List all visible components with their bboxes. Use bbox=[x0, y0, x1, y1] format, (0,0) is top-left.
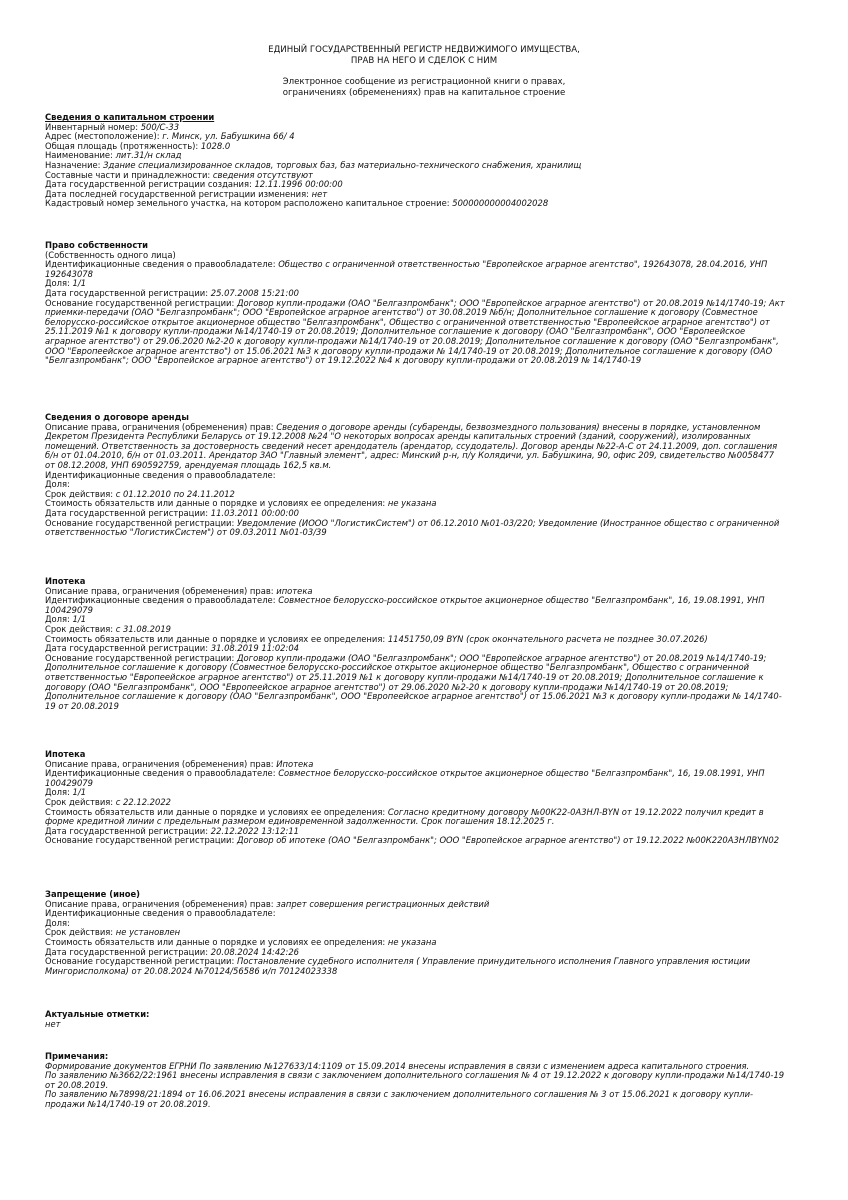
field-label: Стоимость обязательств или данные о порядке и условиях ее определения: bbox=[45, 498, 388, 509]
field-value: не указана bbox=[387, 936, 437, 947]
current-marks-value: нет bbox=[45, 1018, 61, 1029]
field-label: Срок действия: bbox=[45, 927, 116, 938]
field-list bbox=[45, 587, 785, 712]
field-label: Составные части и принадлежности: bbox=[45, 169, 213, 180]
field-value: Договор об ипотеке (ОАО "Белгазпромбанк"; ООО "Европейское аграрное агентство") от 19.12.2022 №00К220А3НЛBYN02 bbox=[237, 835, 780, 846]
field-row bbox=[45, 519, 785, 538]
field-label: Срок действия: bbox=[45, 796, 116, 807]
field-label: Описание права, ограничения (обременения) прав: bbox=[45, 898, 277, 909]
section-mortgage-2 bbox=[45, 750, 785, 846]
section-title: Ипотека bbox=[45, 576, 86, 586]
field-label: Идентификационные сведения о правообладателе: bbox=[45, 768, 279, 779]
field-value: 500/C-33 bbox=[140, 121, 180, 132]
field-label: Основание государственной регистрации: bbox=[45, 835, 237, 846]
field-value: Общество с ограниченной ответственностью "Европейское аграрное агентство", 192643078, 28.04.2016, УНП 192643078 bbox=[45, 259, 768, 279]
field-value: 31.08.2019 11:02:04 bbox=[210, 643, 299, 654]
field-list bbox=[45, 123, 785, 209]
field-row bbox=[45, 808, 785, 827]
section-title: Ипотека bbox=[45, 749, 86, 759]
field-value: Совместное белорусско-российское открытое акционерное общество "Белгазпромбанк", 16, 19.08.1991, УНП 100429079 bbox=[45, 595, 765, 615]
field-label: Доля: bbox=[45, 479, 70, 490]
field-label: Кадастровый номер земельного участка, на котором расположено капитальное строение: bbox=[45, 198, 453, 209]
field-value: 1/1 bbox=[72, 278, 87, 289]
section-prohibition bbox=[45, 890, 785, 976]
field-label: Дата государственной регистрации: bbox=[45, 825, 211, 836]
section-lease bbox=[45, 413, 785, 538]
section-title: Актуальные отметки: bbox=[45, 1009, 150, 1019]
field-label: Описание права, ограничения (обременения) прав: bbox=[45, 585, 277, 596]
document-header bbox=[0, 45, 848, 98]
field-label: Инвентарный номер: bbox=[45, 121, 141, 132]
register-title-line-2: ПРАВ НА НЕГО И СДЕЛОК С НИМ bbox=[350, 55, 498, 66]
field-value: ипотека bbox=[276, 585, 313, 596]
field-value: 11451750,09 BYN (срок окончательного расчета не позднее 30.07.2026) bbox=[387, 633, 708, 644]
field-value: не установлен bbox=[115, 927, 181, 938]
field-row bbox=[45, 299, 785, 366]
field-row bbox=[45, 260, 785, 279]
field-value: 1/1 bbox=[72, 614, 87, 625]
field-list bbox=[45, 900, 785, 977]
field-row bbox=[45, 909, 785, 919]
note-item: Формирование документов ЕГРНИ По заявлению №127633/14:1109 от 15.09.2014 внесены исправления в связи с изменением адреса капитального строения. bbox=[45, 1060, 750, 1071]
field-label: Дата государственной регистрации: bbox=[45, 287, 211, 298]
field-list bbox=[45, 423, 785, 538]
field-value: 22.12.2022 13:12:11 bbox=[210, 825, 299, 836]
field-value: Ипотека bbox=[276, 758, 314, 769]
field-value: г. Минск, ул. Бабушкина 66/ 4 bbox=[162, 131, 295, 142]
field-label: Назначение: bbox=[45, 159, 104, 170]
field-value: не указана bbox=[387, 498, 437, 509]
field-value: 20.08.2024 14:42:26 bbox=[210, 946, 299, 957]
section-title: Сведения о договоре аренды bbox=[45, 412, 189, 422]
field-value: Договор купли-продажи (ОАО "Белгазпромбанк"; ООО "Европейское аграрное агентство") от 20.08.2019 №14/1740-19; Дополнительное соглашение к договору (Совместное белорусско-российское открытое акционерное общество "Белгазпромбанк", Общество с ограниченной ответственностью "Европеейское аграрное агентство") от 25.11.2019 №1 к договору купли-продажи №14/1740-19 от 20.08.2019; Дополнительное соглашение к договору (ОАО "Белгазпромбанк", ООО "Европеейское аграрное агентство") от 29.06.2020 №2-20 к договору купли-продажи №14/1740-19 от 20.08.2019; Дополнительное соглашение к договору (ОАО "Белгазпромбанк", ООО "Европеейское аграрное агентство") от 15.06.2021 №3 к договору купли-продажи № 14/1740-19 от 20.08.2019 bbox=[45, 652, 782, 711]
field-label: Доля: bbox=[45, 278, 73, 289]
note-item: По заявлению №3662/22:1961 внесены исправления в связи с заключением дополнительного соглашения № 4 от 19.12.2022 к договору купли-продажи №14/1740-19 от 20.08.2019. bbox=[45, 1070, 785, 1090]
field-value: Уведомление (ИООО "ЛогистикСистем") от 06.12.2010 №01-03/220; Уведомление (Иностранное общество с ограниченной ответственностью "ЛогистикСистем") от 09.03.2011 №01-03/39 bbox=[45, 517, 780, 538]
section-building bbox=[45, 113, 785, 209]
field-row bbox=[45, 654, 785, 712]
field-row bbox=[45, 836, 785, 846]
section-title: Право собственности bbox=[45, 240, 149, 250]
field-value: Здание специализированное складов, торговых баз, баз материально-технического снабжения, хранилищ bbox=[103, 159, 582, 170]
field-label: Доля: bbox=[45, 787, 73, 798]
field-label: Дата государственной регистрации: bbox=[45, 507, 211, 518]
field-value: запрет совершения регистрационных действий bbox=[276, 898, 490, 909]
field-row bbox=[45, 957, 785, 976]
field-label: Основание государственной регистрации: bbox=[45, 517, 237, 528]
field-label: Доля: bbox=[45, 614, 73, 625]
field-value: с 01.12.2010 по 24.11.2012 bbox=[115, 488, 235, 499]
field-value: 500000000004002028 bbox=[452, 198, 549, 209]
field-list bbox=[45, 260, 785, 366]
field-list bbox=[45, 760, 785, 846]
field-row bbox=[45, 423, 785, 471]
field-label: Адрес (местоположение): bbox=[45, 131, 163, 142]
field-value: Сведения о договоре аренды (субаренды, безвозмездного пользования) внесены в порядке, установленном Декретом Президента Республики Беларусь от 19.12.2008 №24 "О некоторых вопросах аренды капитальных строений (зданий, сооружений), изолированных помещений. Ответственность за достоверность сведений несет арендодатель (арендатор, ссудодатель). Договор аренды №22-А-С от 24.11.2009, доп. соглашения б/н от 01.04.2010, б/н от 01.03.2011. Арендатор ЗАО "Главный элемент", адрес: Минский р-н, п/у Колядичи, ул. Бабушкина, 90, офис 209, свидетельство №0058477 от 08.12.2008, УНП 690592759, арендуемая площадь 162,5 кв.м. bbox=[45, 421, 778, 470]
field-label: Общая площадь (протяженность): bbox=[45, 140, 201, 151]
field-label: Доля: bbox=[45, 917, 70, 928]
field-label: Идентификационные сведения о правообладателе: bbox=[45, 595, 279, 606]
field-row bbox=[45, 769, 785, 788]
field-label: Основание государственной регистрации: bbox=[45, 652, 237, 663]
field-value: 11.03.2011 00:00:00 bbox=[210, 507, 299, 518]
field-label: Идентификационные сведения о правообладателе: bbox=[45, 908, 276, 919]
field-value: лит.31/н склад bbox=[115, 150, 182, 161]
field-label: Дата государственной регистрации создания: bbox=[45, 179, 255, 190]
field-value: с 22.12.2022 bbox=[115, 796, 171, 807]
field-label: Наименование: bbox=[45, 150, 116, 161]
field-label: Описание права, ограничения (обременения) прав: bbox=[45, 421, 277, 432]
field-label: Стоимость обязательств или данные о порядке и условиях ее определения: bbox=[45, 806, 388, 817]
field-label: Стоимость обязательств или данные о порядке и условиях ее определения: bbox=[45, 633, 388, 644]
field-value: с 31.08.2019 bbox=[115, 623, 171, 634]
field-value: Постановление судебного исполнителя ( Управление принудительного исполнения Главного управления юстиции Мингорисполкома) от 20.08.2024 №70124/56586 и/п 70124023338 bbox=[45, 956, 751, 976]
section-mortgage-1 bbox=[45, 577, 785, 711]
field-label: Основание государственной регистрации: bbox=[45, 297, 237, 308]
field-value: нет bbox=[311, 188, 328, 199]
ownership-type: (Собственность одного лица) bbox=[45, 249, 176, 260]
field-value: 1028.0 bbox=[200, 140, 231, 151]
field-row bbox=[45, 596, 785, 615]
field-label: Срок действия: bbox=[45, 488, 116, 499]
section-current-marks bbox=[45, 1010, 785, 1029]
field-value: Договор купли-продажи (ОАО "Белгазпромбанк"; ООО "Европейское аграрное агентство") от 20.08.2019 №14/1740-19; Акт приемки-передачи (ОАО "Белгазпромбанк"; ООО "Европейское аграрное агентство") от 30.08.2019 №б/н; Дополнительное соглашение к договору (Совместное белорусско-российское открытое акционерное общество "Белгазпромбанк", Общество с ограниченной ответственностью "Европеейское аграрное агентство") от 25.11.2019 №1 к договору купли-продажи №14/1740-19 от 20.08.2019; Дополнительное соглашение к договору (ОАО "Белгазпромбанк", ООО "Европеейское аграрное агентство") от 29.06.2020 №2-20 к договору купли-продажи №14/1740-19 от 20.08.2019; Дополнительное соглашение к договору (ОАО "Белгазпромбанк", ООО "Европеейское аграрное агентство") от 15.06.2021 №3 к договору купли-продажи № 14/1740-19 от 20.08.2019; Дополнительное соглашение к договору (ОАО "Белгазпромбанк"; ООО "Европейское аграрное агентство") от 19.12.2022 №4 к договору купли-продажи от 20.08.2019 № 14/1740-19 bbox=[45, 297, 785, 366]
note-item: По заявлению №78998/21:1894 от 16.06.2021 внесены исправления в связи с заключением дополнительного соглашения № 3 от 15.06.2021 к договору купли-продажи №14/1740-19 от 20.08.2019. bbox=[45, 1089, 754, 1109]
section-title: Запрещение (иное) bbox=[45, 889, 140, 899]
section-title: Сведения о капитальном строении bbox=[45, 112, 215, 122]
field-value: Совместное белорусско-российское открытое акционерное общество "Белгазпромбанк", 16, 19.08.1991, УНП 100429079 bbox=[45, 768, 765, 788]
message-subtitle-line-1: Электронное сообщение из регистрационной книги о правах, bbox=[282, 77, 566, 87]
field-label: Идентификационные сведения о правообладателе: bbox=[45, 469, 276, 480]
field-row bbox=[45, 199, 785, 209]
field-value: 12.11.1996 00:00:00 bbox=[254, 179, 343, 190]
field-label: Дата государственной регистрации: bbox=[45, 643, 211, 654]
field-label: Стоимость обязательств или данные о порядке и условиях ее определения: bbox=[45, 936, 388, 947]
section-notes bbox=[45, 1052, 785, 1110]
field-label: Срок действия: bbox=[45, 623, 116, 634]
field-value: сведения отсутствуют bbox=[212, 169, 313, 180]
field-value: Согласно кредитному договору №00К22-0А3НЛ-BYN от 19.12.2022 получил кредит в форме кредитной линии с предельным размером единовременной задолженности. Срок погашения 18.12.2025 г. bbox=[45, 806, 764, 827]
field-value: 25.07.2008 15:21:00 bbox=[210, 287, 299, 298]
field-value: 1/1 bbox=[72, 787, 87, 798]
field-label: Основание государственной регистрации: bbox=[45, 956, 237, 967]
section-title: Примечания: bbox=[45, 1051, 109, 1061]
field-row bbox=[45, 471, 785, 481]
field-label: Дата последней государственной регистрации изменения: bbox=[45, 188, 312, 199]
register-title-line-1: ЕДИНЫЙ ГОСУДАРСТВЕННЫЙ РЕГИСТР НЕДВИЖИМОГО ИМУЩЕСТВА, bbox=[268, 45, 580, 55]
field-label: Дата государственной регистрации: bbox=[45, 946, 211, 957]
section-ownership bbox=[45, 241, 785, 366]
field-label: Описание права, ограничения (обременения) прав: bbox=[45, 758, 277, 769]
field-label: Идентификационные сведения о правообладателе: bbox=[45, 259, 279, 270]
message-subtitle-line-2: ограничениях (обременениях) прав на капитальное строение bbox=[282, 87, 566, 98]
